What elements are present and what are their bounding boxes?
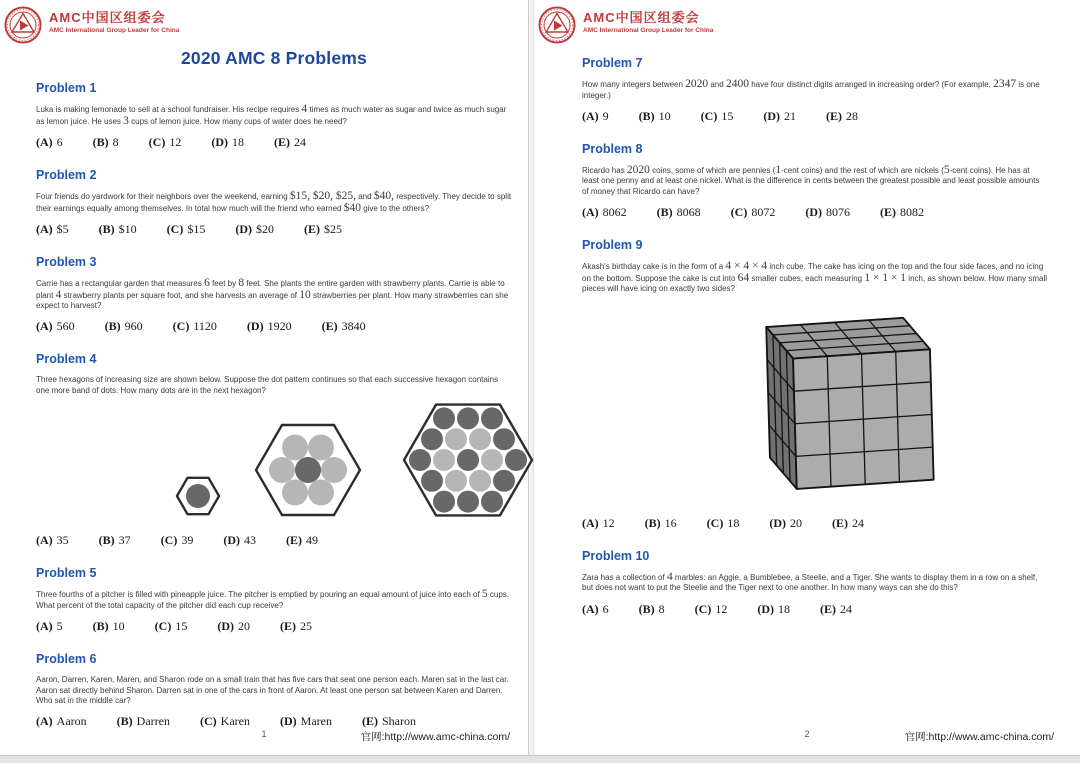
answer-label: (E) <box>826 108 843 123</box>
answer-row <box>36 533 512 548</box>
answer-option <box>211 135 244 150</box>
answer-label: (B) <box>104 319 121 334</box>
text-segment: Luka is making lemonade to sell at a school fundraiser. His recipe requires <box>36 105 302 114</box>
answer-value: 20 <box>238 619 251 634</box>
answer-option <box>36 714 87 729</box>
footer-website-text: 官网:http://www.amc-china.com/ <box>904 731 1054 743</box>
math-segment: 5 <box>943 163 950 176</box>
answer-option <box>149 135 182 150</box>
answer-label: (A) <box>582 601 599 616</box>
answer-value: 28 <box>846 108 859 123</box>
text-segment: give to the others? <box>360 203 430 213</box>
answer-option <box>117 714 170 729</box>
answer-label: (A) <box>582 108 599 123</box>
text-segment: feet by <box>209 279 239 288</box>
amc-logo <box>538 0 1048 44</box>
answer-option <box>36 533 69 548</box>
answer-label: (C) <box>166 222 184 236</box>
answer-value: Karen <box>220 714 250 729</box>
page-number: 1 <box>261 729 267 739</box>
answer-value: 8 <box>658 601 665 616</box>
problem-block <box>36 168 512 237</box>
problem-title: Problem 6 <box>36 652 97 667</box>
answer-option <box>707 516 740 531</box>
answer-option <box>763 109 796 124</box>
problem-body <box>36 104 512 127</box>
text-segment: strawberries per plant. How many strawberries can she expect to harvest? <box>36 290 509 310</box>
text-segment: cups of lemon juice. How many cups of water does he need? <box>128 116 347 126</box>
answer-value: 1120 <box>193 319 217 334</box>
answer-option <box>280 619 312 634</box>
answer-option <box>173 319 217 334</box>
answer-option <box>820 602 852 617</box>
problem-body <box>582 165 1048 197</box>
answer-value: 37 <box>118 533 131 548</box>
answer-row <box>36 319 512 334</box>
text-segment: Akash's birthday cake is in the form of a <box>582 262 726 272</box>
text-segment: and <box>356 192 374 201</box>
answer-label: (C) <box>172 319 190 334</box>
problem-body <box>36 278 512 311</box>
answer-label: (D) <box>805 205 823 220</box>
answer-value: Darren <box>136 714 170 729</box>
math-segment: 2020 <box>685 78 709 90</box>
page-2-footer <box>534 729 1080 743</box>
answer-value: 8068 <box>676 205 701 220</box>
text-segment: and <box>708 80 726 89</box>
answer-value: 560 <box>56 319 75 334</box>
answer-value: 1920 <box>267 319 292 334</box>
answer-option <box>582 516 615 531</box>
logo-chinese-text: AMC中国区组委会 <box>583 10 700 25</box>
hexagon-dot-pattern-figure <box>136 402 556 520</box>
answer-value: 18 <box>727 515 740 530</box>
problem-title: Problem 3 <box>36 255 97 269</box>
answer-value: 21 <box>784 108 797 123</box>
answer-option <box>805 205 850 220</box>
answer-label: (C) <box>694 601 712 616</box>
problem-body <box>36 375 512 396</box>
math-segment: 3 <box>123 114 129 127</box>
answer-label: (D) <box>217 619 235 634</box>
answer-label: (A) <box>36 619 53 634</box>
answer-label: (C) <box>160 533 178 548</box>
answer-row <box>36 135 512 150</box>
answer-value: 18 <box>778 601 791 616</box>
logo-english-text: AMC International Group Leader for China <box>49 27 180 34</box>
answer-label: (B) <box>656 205 673 220</box>
text-segment: Aaron, Darren, Karen, Maren, and Sharon rode on a small train that has five cars that seat one person each. Maren sat in the last car. Aaron sat directly behind Sharon. Darren sat in one of the cars in front of Aaron. At least one person sat between Karen and Darren. Who sat in the middle car? <box>36 675 509 705</box>
answer-option <box>247 319 292 334</box>
problems-page-2 <box>582 56 1048 617</box>
answer-label: (C) <box>730 205 748 220</box>
answer-value: 8072 <box>751 205 776 220</box>
answer-value: 8062 <box>602 205 627 220</box>
answer-option <box>217 619 250 634</box>
answer-value: 12 <box>715 601 728 616</box>
math-segment: 4 <box>55 288 62 301</box>
answer-option <box>322 319 366 334</box>
text-segment: cups. What percent of the total capacity of the pitcher did each cup receive? <box>36 590 509 610</box>
text-segment: Three hexagons of increasing size are shown below. Suppose the dot pattern continues so that each successive hexagon contains one more band of dots. How many dots are in the next hexagon? <box>36 375 499 395</box>
math-segment: 1 × 1 × 1 <box>864 271 907 284</box>
answer-label: (D) <box>757 601 775 616</box>
answer-label: (C) <box>199 714 217 729</box>
logo-english-text: AMC International Group Leader for China <box>583 27 714 34</box>
answer-value: 8076 <box>826 205 851 220</box>
text-segment: is one integer.) <box>582 80 1040 100</box>
answer-label: (C) <box>148 135 166 149</box>
text-segment: Four friends do yardwork for their neighbors over the weekend, earning <box>36 192 290 201</box>
answer-option <box>200 714 250 729</box>
answer-value: 39 <box>181 533 194 548</box>
problem-title: Problem 1 <box>36 81 97 95</box>
math-segment: 2020 <box>626 163 650 176</box>
answer-value: 10 <box>658 108 671 123</box>
text-segment: times as much water as sugar and twice as much sugar as lemon juice. He uses <box>36 105 507 126</box>
text-segment: have four distinct digits arranged in increasing order? (For example, <box>748 80 994 89</box>
problem-body <box>36 589 512 611</box>
answer-option <box>155 619 188 634</box>
answer-row <box>582 602 1048 617</box>
text-segment: respectively. They decide to split their earnings equally among themselves. In total how much will the friend who earned <box>36 192 512 213</box>
problem-block <box>582 549 1048 617</box>
text-segment: -cent coins). He has at least one penny and at least one nickel. What is the difference in cents between the greatest possible and least possible amounts of money that Ricardo can have? <box>582 165 1040 196</box>
answer-row <box>36 714 512 729</box>
answer-value: 16 <box>664 515 677 530</box>
answer-option <box>167 222 206 237</box>
answer-label: (D) <box>246 319 264 334</box>
problem-figure <box>136 402 512 525</box>
4x4x4-cube-figure <box>732 301 954 503</box>
math-segment: 4 <box>666 570 673 583</box>
answer-value: 24 <box>294 135 307 149</box>
text-segment: Three fourths of a pitcher is filled with pineapple juice. The pitcher is emptied by pouring an equal amount of juice into each of <box>36 590 482 600</box>
answer-option <box>304 222 342 237</box>
amc-seal-icon <box>4 4 44 46</box>
math-segment: 4 <box>301 103 308 115</box>
text-segment: -cent coins) and the rest of which are nickels ( <box>781 165 944 175</box>
answer-option <box>93 619 125 634</box>
answer-option <box>701 109 734 124</box>
text-segment: inch, as shown below. How many small pieces will have icing on exactly two sides? <box>582 273 1048 294</box>
answer-label: (A) <box>36 135 53 149</box>
answer-option <box>99 222 137 237</box>
answer-value: 43 <box>244 533 257 548</box>
answer-label: (E) <box>820 601 837 616</box>
answer-value: 24 <box>840 601 853 616</box>
math-segment: 1 <box>775 163 782 176</box>
answer-option <box>36 222 69 237</box>
problem-title: Problem 4 <box>36 352 97 367</box>
answer-value: 24 <box>852 515 865 530</box>
answer-label: (B) <box>92 135 109 149</box>
text-segment: Zara has a collection of <box>582 572 667 582</box>
answer-label: (C) <box>700 108 718 123</box>
problem-block <box>36 652 512 729</box>
problem-title: Problem 5 <box>36 566 97 581</box>
problem-body <box>582 261 1048 294</box>
answer-option <box>36 619 63 634</box>
problem-body <box>582 79 1048 101</box>
answer-value: 10 <box>112 619 125 634</box>
text-segment: inch cube. The cake has icing on the top and the four side faces, and no icing on the bottom. Suppose the cake is cut into <box>582 262 1044 283</box>
answer-label: (E) <box>274 135 291 149</box>
answer-row <box>582 109 1048 124</box>
answer-label: (B) <box>638 108 655 123</box>
math-segment: 2400 <box>725 78 749 90</box>
math-segment: 64 <box>737 271 750 284</box>
answer-value: $5 <box>56 222 69 236</box>
answer-value: $20 <box>256 222 275 236</box>
amc-seal-icon <box>538 4 578 46</box>
answer-value: 6 <box>56 135 63 149</box>
math-segment: 10 <box>299 288 311 301</box>
footer-website-text: 官网:http://www.amc-china.com/ <box>360 731 510 743</box>
answer-label: (B) <box>98 222 115 236</box>
logo-text <box>583 4 713 34</box>
problem-block <box>36 352 512 548</box>
answer-option <box>286 533 318 548</box>
answer-row <box>582 516 1048 531</box>
page-2 <box>534 0 1080 755</box>
answer-label: (A) <box>582 205 599 220</box>
answer-value: 15 <box>721 108 734 123</box>
answer-row <box>36 222 512 237</box>
answer-label: (D) <box>279 714 297 729</box>
answer-label: (B) <box>638 601 655 616</box>
answer-value: 15 <box>175 619 188 634</box>
answer-option <box>36 135 63 150</box>
answer-option <box>161 533 194 548</box>
math-segment: $15, $20, $25, <box>289 190 357 202</box>
answer-label: (D) <box>235 222 253 236</box>
answer-label: (A) <box>582 515 599 530</box>
problem-block <box>582 142 1048 220</box>
answer-label: (B) <box>92 619 109 634</box>
answer-option <box>645 516 677 531</box>
answer-option <box>582 109 609 124</box>
answer-label: (C) <box>706 515 724 530</box>
answer-label: (E) <box>286 533 303 548</box>
answer-label: (E) <box>361 714 378 729</box>
text-segment: coins, some of which are pennies ( <box>649 165 776 175</box>
answer-option <box>362 714 416 729</box>
answer-option <box>105 319 143 334</box>
answer-option <box>582 602 609 617</box>
answer-option <box>695 602 728 617</box>
answer-row <box>582 205 1048 220</box>
answer-value: 6 <box>602 601 609 616</box>
problem-block <box>36 255 512 334</box>
answer-value: 8082 <box>900 205 925 220</box>
answer-option <box>757 602 790 617</box>
answer-option <box>223 533 256 548</box>
problem-title: Problem 10 <box>582 548 650 563</box>
logo-chinese-text: AMC中国区组委会 <box>49 10 166 25</box>
answer-value: 960 <box>124 319 143 334</box>
math-segment: 2347 <box>993 78 1017 90</box>
math-segment: 4 × 4 × 4 <box>725 260 768 273</box>
problem-block <box>582 56 1048 124</box>
problems-page-1 <box>36 81 512 729</box>
text-segment: Carrie has a rectangular garden that measures <box>36 279 205 288</box>
problem-block <box>36 566 512 634</box>
answer-option <box>36 319 75 334</box>
answer-value: 20 <box>790 515 803 530</box>
answer-label: (E) <box>280 619 297 634</box>
answer-option <box>826 109 858 124</box>
problem-figure <box>732 301 1048 508</box>
answer-label: (A) <box>36 714 53 729</box>
answer-option <box>235 222 274 237</box>
answer-label: (A) <box>36 533 53 548</box>
page-1 <box>0 0 528 755</box>
text-segment: How many integers between <box>582 80 686 89</box>
answer-value: 49 <box>306 533 319 548</box>
answer-option <box>657 205 701 220</box>
answer-label: (B) <box>98 533 115 548</box>
answer-option <box>99 533 131 548</box>
answer-label: (D) <box>211 135 229 149</box>
amc-logo <box>4 0 512 44</box>
bottom-edge-strip <box>0 755 1080 763</box>
answer-option <box>93 135 119 150</box>
answer-option <box>582 205 627 220</box>
answer-value: 35 <box>56 533 69 548</box>
answer-value: 9 <box>602 108 609 123</box>
answer-value: Maren <box>300 714 332 729</box>
answer-label: (B) <box>644 515 661 530</box>
problem-title: Problem 8 <box>582 141 643 156</box>
problem-title: Problem 9 <box>582 238 643 253</box>
answer-label: (D) <box>763 108 781 123</box>
problem-body <box>582 572 1048 594</box>
answer-option <box>769 516 802 531</box>
answer-value: 3840 <box>341 319 366 334</box>
answer-value: 25 <box>300 619 313 634</box>
answer-value: 12 <box>169 135 182 149</box>
answer-label: (A) <box>36 222 53 236</box>
answer-label: (C) <box>154 619 172 634</box>
document-title: 2020 AMC 8 Problems <box>180 48 367 68</box>
answer-row <box>36 619 512 634</box>
problem-block <box>582 238 1048 530</box>
answer-label: (E) <box>304 222 321 236</box>
text-segment: Ricardo has <box>582 165 627 175</box>
answer-label: (D) <box>223 533 241 548</box>
page-number: 2 <box>804 729 810 739</box>
text-segment: smaller cubes, each measuring <box>749 273 865 283</box>
answer-label: (E) <box>880 205 897 220</box>
math-segment: 8 <box>238 277 245 289</box>
answer-option <box>880 205 924 220</box>
answer-label: (D) <box>769 515 787 530</box>
answer-value: $10 <box>118 222 137 236</box>
answer-option <box>731 205 776 220</box>
text-segment: marbles: an Aggie, a Bumblebee, a Steelie, and a Tiger. She wants to display them in a row on a shelf, but does not want to put the Steelie and the Tiger next to one another. In how many ways can she do this? <box>582 572 1038 593</box>
problem-title: Problem 7 <box>582 56 643 70</box>
problem-body <box>36 191 512 214</box>
math-segment: 6 <box>204 277 210 289</box>
answer-option <box>639 602 665 617</box>
answer-label: (E) <box>321 319 338 334</box>
math-segment: $40, <box>373 190 394 202</box>
math-segment: $40 <box>343 201 361 214</box>
answer-value: Aaron <box>56 714 87 729</box>
answer-option <box>274 135 306 150</box>
answer-option <box>832 516 864 531</box>
answer-value: $15 <box>187 222 206 236</box>
problem-block <box>36 81 512 150</box>
answer-value: 8 <box>112 135 119 149</box>
math-segment: 5 <box>481 588 488 601</box>
answer-option <box>280 714 332 729</box>
answer-option <box>639 109 671 124</box>
answer-label: (E) <box>832 515 849 530</box>
answer-label: (A) <box>36 319 53 334</box>
text-segment: feet. She plants the entire garden with strawberry plants. Carrie is able to plant <box>36 279 505 300</box>
answer-value: 18 <box>232 135 245 149</box>
answer-label: (B) <box>116 714 133 729</box>
problem-title: Problem 2 <box>36 168 97 182</box>
answer-value: $25 <box>324 222 343 236</box>
answer-value: 12 <box>602 515 615 530</box>
answer-value: 5 <box>56 619 63 634</box>
problem-body <box>36 675 512 706</box>
logo-text <box>49 4 179 34</box>
text-segment: strawberry plants per square foot, and she harvests an average of <box>61 290 300 300</box>
page-1-footer <box>0 729 528 743</box>
answer-value: Sharon <box>381 714 416 729</box>
